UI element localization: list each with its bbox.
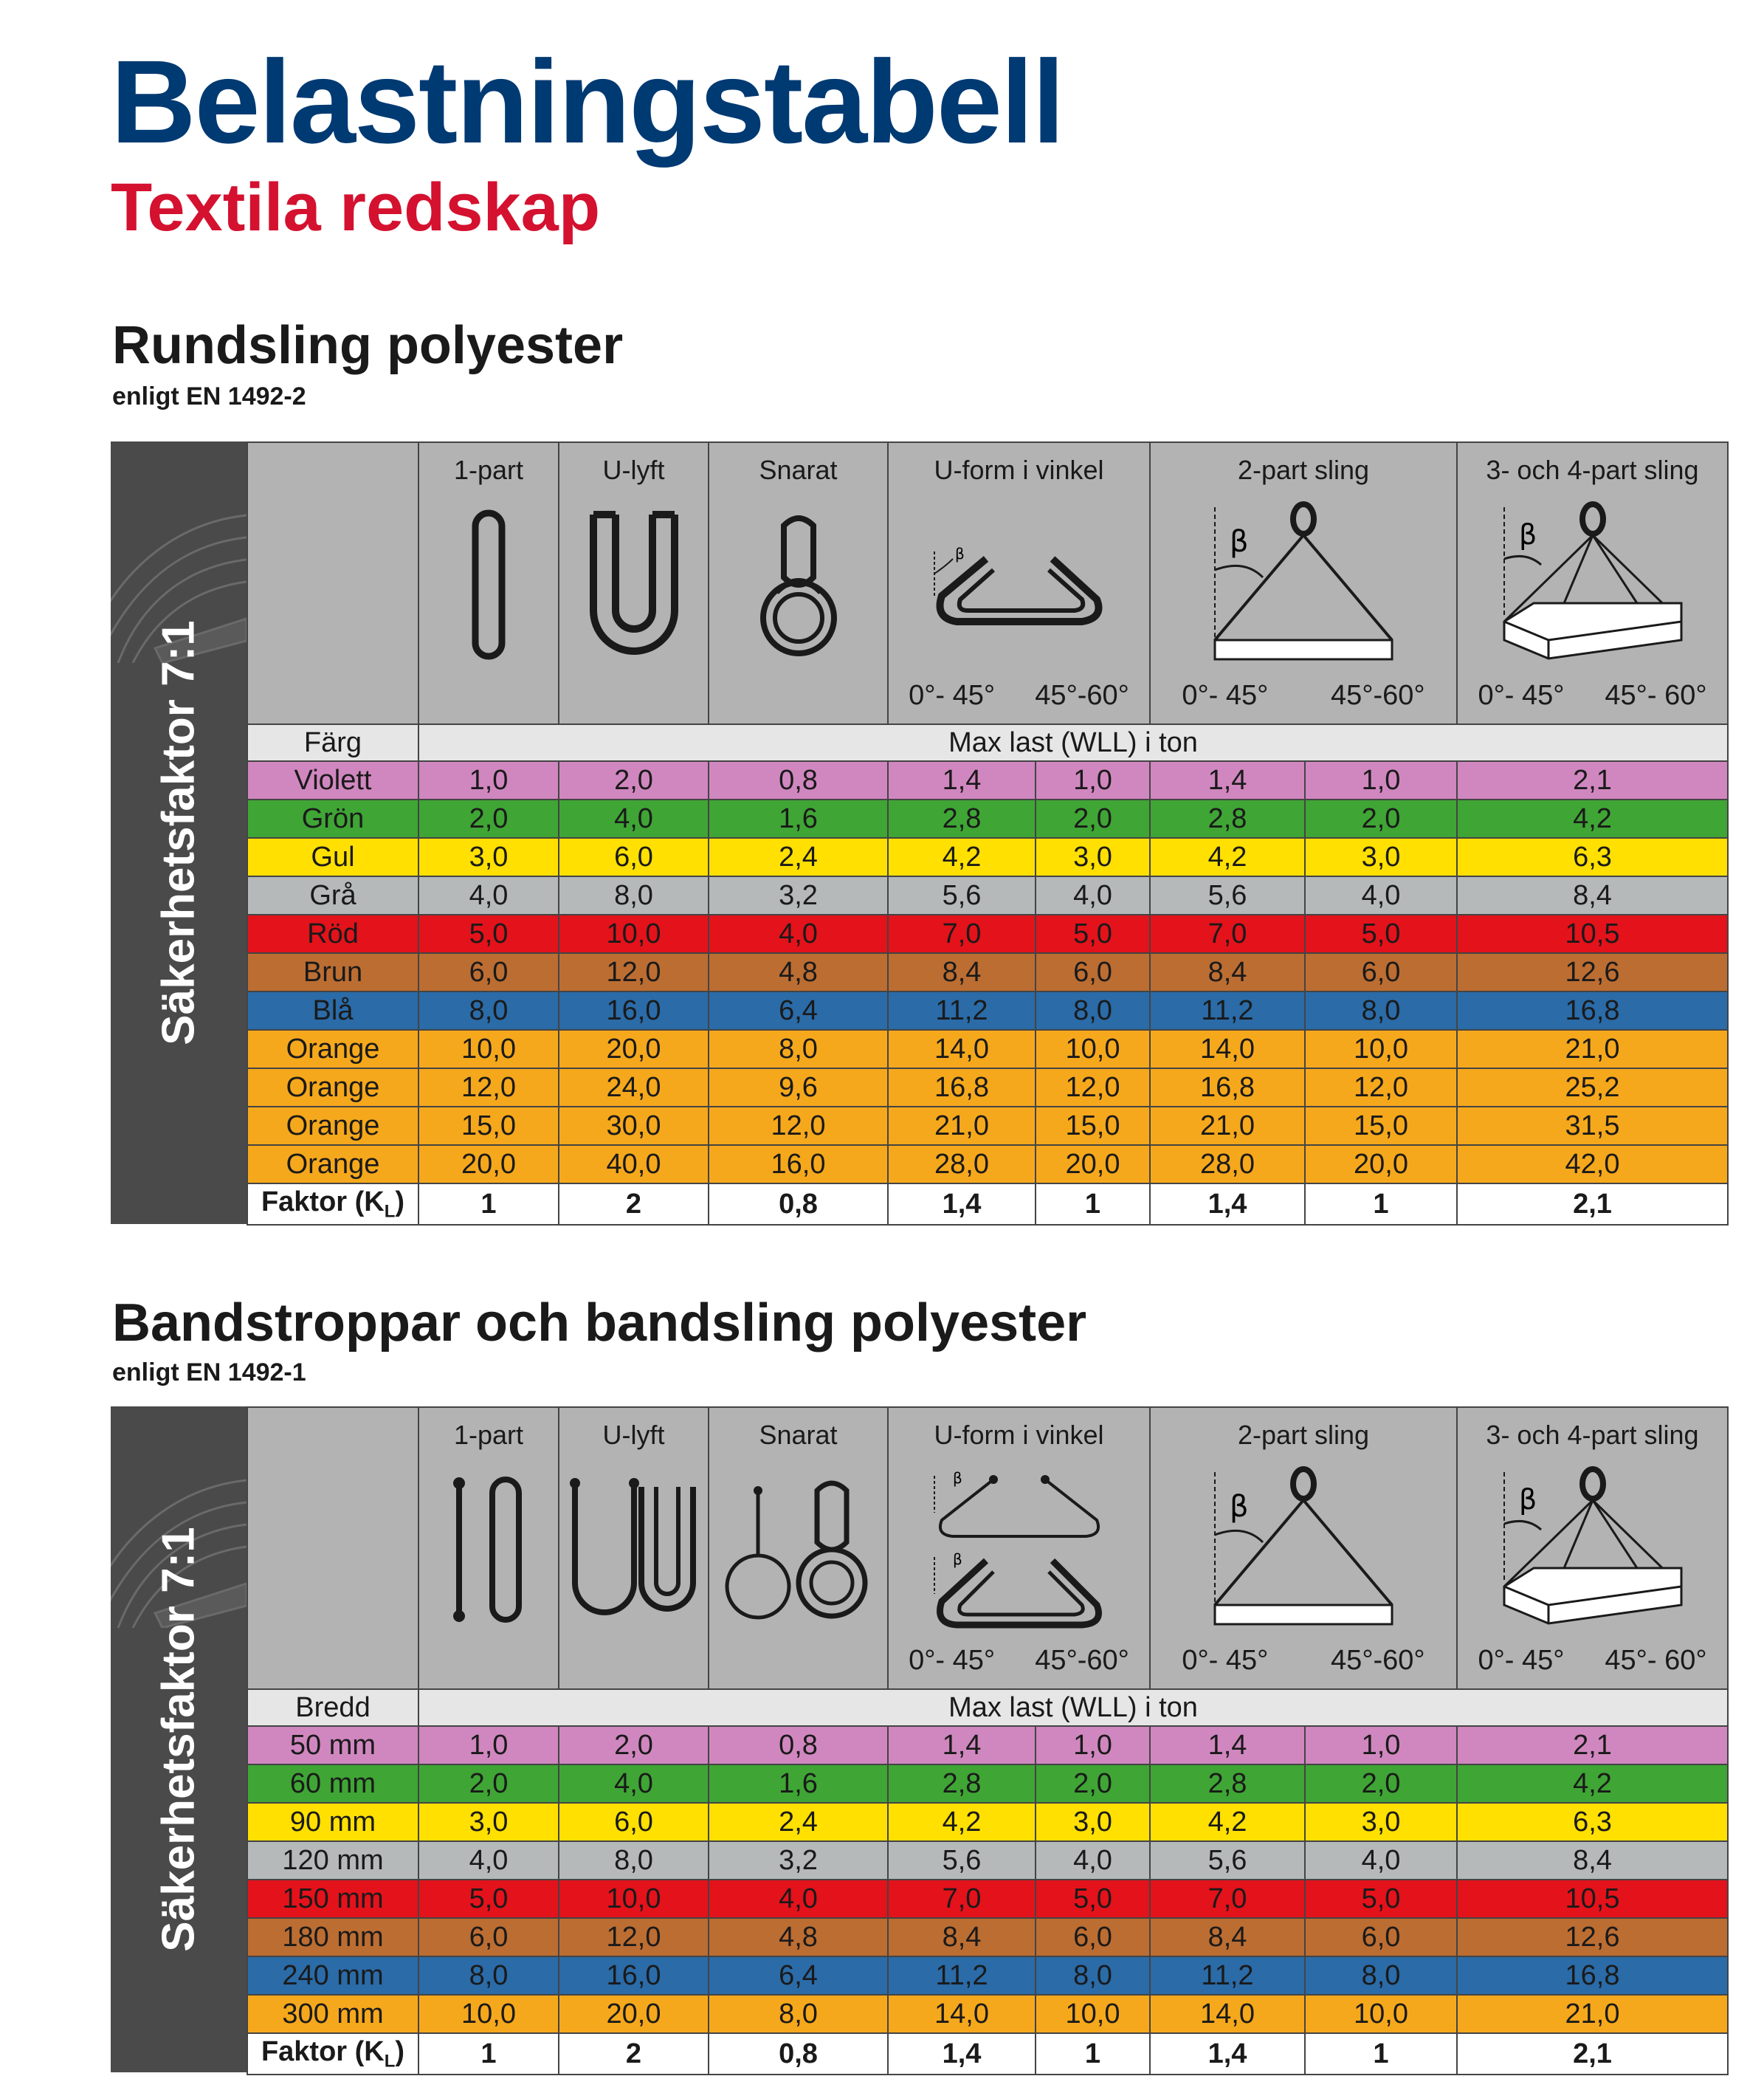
table-cell: 8,4 <box>888 1918 1036 1956</box>
svg-text:β: β <box>952 1550 962 1568</box>
table-cell: 12,6 <box>1457 953 1728 991</box>
table-cell: 15,0 <box>418 1107 559 1145</box>
table-cell: 1,0 <box>1305 1726 1457 1764</box>
table-cell: 5,0 <box>418 1880 559 1918</box>
angle-low: 0°- 45° <box>909 680 996 711</box>
table-cell: 2,8 <box>1150 800 1305 838</box>
table-cell: 16,8 <box>1150 1068 1305 1107</box>
u-lift-sling-icon <box>586 507 682 662</box>
column-header-u-lyft: U-lyft <box>559 442 709 724</box>
table-cell: 8,0 <box>709 1030 888 1068</box>
two-part-sling-icon <box>1200 500 1407 670</box>
faktor-value: 1,4 <box>888 2033 1036 2075</box>
faktor-value: 2,1 <box>1457 2033 1728 2075</box>
table-cell: 6,0 <box>559 838 709 876</box>
table-cell: 2,0 <box>1305 800 1457 838</box>
table-row <box>247 1030 1728 1068</box>
table-cell: 6,0 <box>418 1918 559 1956</box>
row-label: Orange <box>247 1145 418 1183</box>
table-cell: 21,0 <box>1457 1995 1728 2033</box>
table-cell: 12,0 <box>709 1107 888 1145</box>
table-cell: 20,0 <box>1036 1145 1150 1183</box>
row-label: 50 mm <box>247 1726 418 1764</box>
table-cell: 6,0 <box>1305 953 1457 991</box>
table-row <box>247 953 1728 991</box>
table-cell: 16,0 <box>559 1956 709 1995</box>
table-cell: 8,0 <box>1036 991 1150 1030</box>
table-cell: 12,0 <box>418 1068 559 1107</box>
table-cell: 1,0 <box>1036 1726 1150 1764</box>
table-cell: 10,0 <box>559 1880 709 1918</box>
faktor-value: 2,1 <box>1457 1183 1728 1225</box>
column-header-2-part: 2-part sling β 0°- 45° 45°-60° <box>1150 442 1457 724</box>
table-cell: 6,0 <box>1036 1918 1150 1956</box>
table-cell: 10,0 <box>418 1995 559 2033</box>
table-cell: 5,0 <box>1305 1880 1457 1918</box>
multi-part-sling-icon <box>1489 500 1696 670</box>
table-cell: 10,0 <box>1305 1995 1457 2033</box>
section2-standard: enligt EN 1492-1 <box>112 1358 306 1386</box>
table-cell: 20,0 <box>1305 1145 1457 1183</box>
table-cell: 10,5 <box>1457 1880 1728 1918</box>
one-part-band-icon <box>444 1472 533 1627</box>
table-cell: 5,6 <box>888 876 1036 915</box>
faktor-value: 1 <box>418 2033 559 2075</box>
svg-text:β: β <box>1518 1483 1537 1516</box>
faktor-value: 1 <box>1305 1183 1457 1225</box>
angle-high: 45°-60° <box>1331 680 1425 711</box>
faktor-value: 1,4 <box>1150 1183 1305 1225</box>
column-header-1-part: 1-part <box>418 442 559 724</box>
page-title: Belastningstabell <box>111 35 1064 168</box>
u-lift-band-icon <box>568 1472 700 1627</box>
table-cell: 14,0 <box>888 1030 1036 1068</box>
table-cell: 8,4 <box>1457 1841 1728 1880</box>
table-cell: 30,0 <box>559 1107 709 1145</box>
table-cell: 4,2 <box>888 838 1036 876</box>
table-cell: 5,0 <box>1305 915 1457 953</box>
table-cell: 6,0 <box>418 953 559 991</box>
table-cell: 2,0 <box>1305 1764 1457 1803</box>
faktor-value: 0,8 <box>709 1183 888 1225</box>
table-cell: 11,2 <box>888 991 1036 1030</box>
table-cell: 7,0 <box>1150 915 1305 953</box>
table-cell: 7,0 <box>888 1880 1036 1918</box>
table-row <box>247 1995 1728 2033</box>
max-load-caption: Max last (WLL) i ton <box>418 1689 1728 1726</box>
table-cell: 6,0 <box>1305 1918 1457 1956</box>
table-cell: 14,0 <box>1150 1030 1305 1068</box>
angle-high: 45°-60° <box>1035 1645 1129 1676</box>
table-cell: 20,0 <box>418 1145 559 1183</box>
table-cell: 12,6 <box>1457 1918 1728 1956</box>
svg-text:β: β <box>952 1469 962 1487</box>
faktor-value: 2 <box>559 1183 709 1225</box>
table-cell: 3,0 <box>418 838 559 876</box>
faktor-value: 1 <box>418 1183 559 1225</box>
table-cell: 8,4 <box>1150 1918 1305 1956</box>
safety-sidebar <box>111 441 247 1224</box>
table-cell: 2,0 <box>559 1726 709 1764</box>
table-cell: 4,2 <box>1150 838 1305 876</box>
table-cell: 11,2 <box>1150 991 1305 1030</box>
table-cell: 8,0 <box>1036 1956 1150 1995</box>
table-cell: 3,0 <box>1305 1803 1457 1841</box>
table-cell: 10,0 <box>418 1030 559 1068</box>
section1-table <box>111 441 1727 1224</box>
table-row <box>247 1145 1728 1183</box>
table-cell: 12,0 <box>559 1918 709 1956</box>
table-cell: 1,4 <box>888 761 1036 800</box>
row-label: 180 mm <box>247 1918 418 1956</box>
table-cell: 11,2 <box>1150 1956 1305 1995</box>
table-row <box>247 1726 1728 1764</box>
row-label: Brun <box>247 953 418 991</box>
table-cell: 2,1 <box>1457 1726 1728 1764</box>
table-cell: 8,0 <box>418 1956 559 1995</box>
table-cell: 4,0 <box>709 1880 888 1918</box>
svg-text:β: β <box>1230 1490 1249 1524</box>
table-cell: 4,0 <box>709 915 888 953</box>
table-row <box>247 1803 1728 1841</box>
table-cell: 4,0 <box>1305 1841 1457 1880</box>
table-cell: 15,0 <box>1036 1107 1150 1145</box>
column-header-3-4-part: 3- och 4-part sling β 0°- 45° 45°- 60° <box>1457 442 1728 724</box>
table-cell: 16,0 <box>559 991 709 1030</box>
safety-factor-label: Säkerhetsfaktor 7:1 <box>153 1527 204 1952</box>
row-label: 240 mm <box>247 1956 418 1995</box>
faktor-value: 1,4 <box>888 1183 1036 1225</box>
angle-low: 0°- 45° <box>1182 680 1269 711</box>
table-cell: 6,4 <box>709 991 888 1030</box>
column-header-u-lyft: U-lyft <box>559 1407 709 1689</box>
table-cell: 2,0 <box>418 800 559 838</box>
table-cell: 2,0 <box>559 761 709 800</box>
faktor-value: 1 <box>1036 1183 1150 1225</box>
section2-title: Bandstroppar och bandsling polyester <box>112 1293 1087 1353</box>
header-empty <box>247 442 418 724</box>
table-cell: 8,4 <box>888 953 1036 991</box>
row-label: Orange <box>247 1107 418 1145</box>
table-cell: 3,0 <box>1305 838 1457 876</box>
table-cell: 3,2 <box>709 876 888 915</box>
table-cell: 28,0 <box>1150 1145 1305 1183</box>
table-cell: 1,0 <box>418 1726 559 1764</box>
table-row <box>247 1918 1728 1956</box>
load-table <box>247 1406 1729 2075</box>
table-cell: 40,0 <box>559 1145 709 1183</box>
table-cell: 4,0 <box>418 876 559 915</box>
angle-high: 45°-60° <box>1331 1645 1425 1676</box>
table-cell: 20,0 <box>559 1995 709 2033</box>
table-cell: 10,0 <box>559 915 709 953</box>
table-cell: 6,0 <box>1036 953 1150 991</box>
table-cell: 4,0 <box>559 800 709 838</box>
table-row <box>247 1841 1728 1880</box>
table-cell: 2,8 <box>888 1764 1036 1803</box>
table-cell: 1,0 <box>1305 761 1457 800</box>
table-row <box>247 915 1728 953</box>
table-cell: 8,4 <box>1457 876 1728 915</box>
u-form-angle-icon <box>920 529 1119 640</box>
table-row <box>247 800 1728 838</box>
row-label: Grå <box>247 876 418 915</box>
table-cell: 7,0 <box>1150 1880 1305 1918</box>
svg-text:β: β <box>1230 525 1249 559</box>
table-cell: 14,0 <box>888 1995 1036 2033</box>
table-row <box>247 876 1728 915</box>
table-cell: 3,0 <box>418 1803 559 1841</box>
table-cell: 1,0 <box>418 761 559 800</box>
table-cell: 6,0 <box>559 1803 709 1841</box>
table-cell: 5,0 <box>1036 915 1150 953</box>
table-row <box>247 1068 1728 1107</box>
table-cell: 2,0 <box>1036 1764 1150 1803</box>
table-row <box>247 838 1728 876</box>
table-cell: 15,0 <box>1305 1107 1457 1145</box>
table-cell: 4,2 <box>1150 1803 1305 1841</box>
section1-title: Rundsling polyester <box>112 316 624 375</box>
table-cell: 8,0 <box>559 876 709 915</box>
table-cell: 8,0 <box>1305 1956 1457 1995</box>
multi-part-band-icon <box>1489 1465 1696 1635</box>
column-header-snarat: Snarat <box>709 442 888 724</box>
svg-text:β: β <box>954 545 965 563</box>
safety-factor-label: Säkerhetsfaktor 7:1 <box>153 620 204 1045</box>
column-header-2-part: 2-part sling β 0°- 45° 45°-60° <box>1150 1407 1457 1689</box>
table-cell: 5,6 <box>1150 1841 1305 1880</box>
table-cell: 6,4 <box>709 1956 888 1995</box>
table-cell: 28,0 <box>888 1145 1036 1183</box>
table-cell: 0,8 <box>709 1726 888 1764</box>
column-header-snarat: Snarat <box>709 1407 888 1689</box>
table-cell: 8,4 <box>1150 953 1305 991</box>
table-cell: 25,2 <box>1457 1068 1728 1107</box>
table-row <box>247 991 1728 1030</box>
svg-text:β: β <box>1518 518 1537 551</box>
table-cell: 9,6 <box>709 1068 888 1107</box>
table-cell: 21,0 <box>888 1107 1036 1145</box>
column-header-u-form-vinkel: U-form i vinkel β 0°- 45° 45°-60° <box>888 442 1150 724</box>
table-row <box>247 1764 1728 1803</box>
two-part-band-icon <box>1200 1465 1407 1635</box>
table-row <box>247 761 1728 800</box>
table-cell: 16,8 <box>1457 991 1728 1030</box>
faktor-value: 1 <box>1036 2033 1150 2075</box>
row-label: Grön <box>247 800 418 838</box>
table-cell: 4,2 <box>1457 800 1728 838</box>
table-cell: 31,5 <box>1457 1107 1728 1145</box>
table-cell: 4,0 <box>418 1841 559 1880</box>
table-cell: 4,0 <box>559 1764 709 1803</box>
row-label: 120 mm <box>247 1841 418 1880</box>
section1-standard: enligt EN 1492-2 <box>112 382 306 410</box>
table-cell: 5,6 <box>1150 876 1305 915</box>
row-label: Orange <box>247 1030 418 1068</box>
row-label: 150 mm <box>247 1880 418 1918</box>
table-cell: 1,4 <box>888 1726 1036 1764</box>
table-cell: 12,0 <box>1305 1068 1457 1107</box>
angle-high: 45°- 60° <box>1605 1645 1707 1676</box>
table-cell: 21,0 <box>1150 1107 1305 1145</box>
table-cell: 3,0 <box>1036 838 1150 876</box>
table-cell: 6,3 <box>1457 838 1728 876</box>
one-part-sling-icon <box>466 507 511 662</box>
row-label: 90 mm <box>247 1803 418 1841</box>
table-cell: 8,0 <box>418 991 559 1030</box>
table-row <box>247 1956 1728 1995</box>
table-cell: 2,4 <box>709 1803 888 1841</box>
column-header-1-part: 1-part <box>418 1407 559 1689</box>
section2-table <box>111 1406 1727 2072</box>
table-cell: 12,0 <box>559 953 709 991</box>
faktor-label: Faktor $(K_L)$ <box>247 1183 418 1225</box>
table-cell: 8,0 <box>709 1995 888 2033</box>
header-empty <box>247 1407 418 1689</box>
table-cell: 1,6 <box>709 800 888 838</box>
row-label: Röd <box>247 915 418 953</box>
table-cell: 21,0 <box>1457 1030 1728 1068</box>
safety-sidebar <box>111 1406 247 2072</box>
angle-high: 45°- 60° <box>1605 680 1707 711</box>
table-cell: 11,2 <box>888 1956 1036 1995</box>
table-cell: 10,0 <box>1305 1030 1457 1068</box>
table-cell: 4,0 <box>1036 876 1150 915</box>
table-cell: 2,8 <box>1150 1764 1305 1803</box>
faktor-value: 1 <box>1305 2033 1457 2075</box>
row-label: Blå <box>247 991 418 1030</box>
angle-high: 45°-60° <box>1035 680 1129 711</box>
row-header-label: Färg <box>247 724 418 761</box>
table-cell: 0,8 <box>709 761 888 800</box>
row-label: 60 mm <box>247 1764 418 1803</box>
table-cell: 12,0 <box>1036 1068 1150 1107</box>
table-cell: 2,4 <box>709 838 888 876</box>
table-cell: 16,0 <box>709 1145 888 1183</box>
table-cell: 6,3 <box>1457 1803 1728 1841</box>
table-cell: 16,8 <box>888 1068 1036 1107</box>
u-form-angle-band-icon <box>920 1468 1119 1631</box>
table-cell: 8,0 <box>559 1841 709 1880</box>
table-cell: 1,0 <box>1036 761 1150 800</box>
column-header-3-4-part: 3- och 4-part sling β 0°- 45° 45°- 60° <box>1457 1407 1728 1689</box>
table-cell: 24,0 <box>559 1068 709 1107</box>
table-row <box>247 1107 1728 1145</box>
table-cell: 10,0 <box>1036 1995 1150 2033</box>
table-cell: 4,2 <box>1457 1764 1728 1803</box>
angle-low: 0°- 45° <box>909 1645 996 1676</box>
table-cell: 4,8 <box>709 953 888 991</box>
table-cell: 3,0 <box>1036 1803 1150 1841</box>
table-cell: 4,2 <box>888 1803 1036 1841</box>
table-cell: 2,1 <box>1457 761 1728 800</box>
table-cell: 4,0 <box>1036 1841 1150 1880</box>
angle-low: 0°- 45° <box>1182 1645 1269 1676</box>
table-cell: 10,0 <box>1036 1030 1150 1068</box>
table-cell: 20,0 <box>559 1030 709 1068</box>
table-row <box>247 1880 1728 1918</box>
table-cell: 42,0 <box>1457 1145 1728 1183</box>
table-cell: 5,6 <box>888 1841 1036 1880</box>
choke-sling-icon <box>754 511 843 659</box>
row-label: 300 mm <box>247 1995 418 2033</box>
table-cell: 1,4 <box>1150 1726 1305 1764</box>
row-label: Orange <box>247 1068 418 1107</box>
table-cell: 4,8 <box>709 1918 888 1956</box>
table-cell: 14,0 <box>1150 1995 1305 2033</box>
table-cell: 5,0 <box>418 915 559 953</box>
table-cell: 4,0 <box>1305 876 1457 915</box>
faktor-label: Faktor $(K_L)$ <box>247 2033 418 2075</box>
row-header-label: Bredd <box>247 1689 418 1726</box>
table-cell: 2,8 <box>888 800 1036 838</box>
table-cell: 1,4 <box>1150 761 1305 800</box>
choke-band-icon <box>725 1476 872 1623</box>
table-cell: 1,6 <box>709 1764 888 1803</box>
table-cell: 2,0 <box>418 1764 559 1803</box>
table-cell: 7,0 <box>888 915 1036 953</box>
table-cell: 10,5 <box>1457 915 1728 953</box>
load-table <box>247 441 1729 1226</box>
faktor-value: 0,8 <box>709 2033 888 2075</box>
row-label: Violett <box>247 761 418 800</box>
page-subtitle: Textila redskap <box>111 170 601 245</box>
max-load-caption: Max last (WLL) i ton <box>418 724 1728 761</box>
table-cell: 2,0 <box>1036 800 1150 838</box>
faktor-value: 1,4 <box>1150 2033 1305 2075</box>
column-header-u-form-vinkel: U-form i vinkel β β 0°- 45° 45°-60° <box>888 1407 1150 1689</box>
row-label: Gul <box>247 838 418 876</box>
table-cell: 8,0 <box>1305 991 1457 1030</box>
faktor-value: 2 <box>559 2033 709 2075</box>
angle-low: 0°- 45° <box>1478 680 1565 711</box>
table-cell: 5,0 <box>1036 1880 1150 1918</box>
angle-low: 0°- 45° <box>1478 1645 1565 1676</box>
table-cell: 3,2 <box>709 1841 888 1880</box>
table-cell: 16,8 <box>1457 1956 1728 1995</box>
